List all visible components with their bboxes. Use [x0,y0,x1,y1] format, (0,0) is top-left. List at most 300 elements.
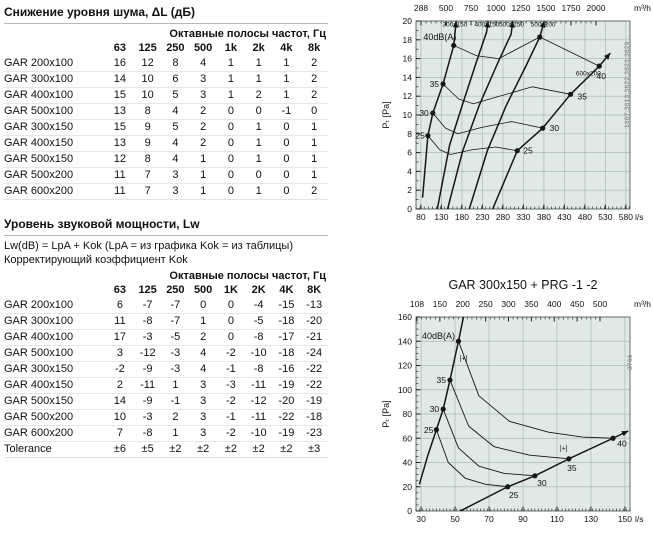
section-title: Снижение уровня шума, ΔL (дБ) [4,2,328,24]
x-top-tick-label: 500 [438,3,454,13]
cell: -3 [142,411,153,423]
column-header: 1k [224,42,237,54]
data-point [451,43,456,48]
point-label: 30 [549,123,560,134]
pressure-flow-noise-chart [380,0,653,252]
cell: -20 [306,315,323,327]
cell: 12 [113,153,126,165]
y-tick-label: 80 [402,409,412,419]
x-top-tick-label: 108 [409,299,425,309]
point-label: 25 [508,489,519,500]
data-point [568,92,573,97]
cell: -11 [251,411,267,423]
cell: 1 [200,169,207,181]
cell: 2 [200,105,207,117]
column-header: 250 [166,284,185,296]
cell: 1 [255,121,262,133]
cell: 0 [200,299,207,311]
column-header: 1K [223,284,238,296]
row-label: GAR 400x150 [4,137,74,149]
table-row [4,136,328,152]
cell: -2 [114,363,125,375]
cell: 7 [144,169,151,181]
cell: -12 [139,347,156,359]
row-label: GAR 500x200 [4,411,74,423]
cell: 0 [227,153,234,165]
y-tick-label: 8 [407,128,412,139]
cell: 15 [113,121,126,133]
y-tick-label: 40 [402,457,412,468]
y-tick-label: 12 [402,91,412,102]
cell: -19 [278,427,295,439]
cell: ±2 [252,443,265,455]
cell: 16 [113,57,126,69]
point-label: 40 [596,71,606,82]
cell: 1 [200,153,207,165]
cell: 2 [200,137,207,149]
table-header-row [4,41,328,56]
cell: 1 [255,73,262,85]
column-header: 2k [252,42,265,54]
column-header: 63 [113,42,126,54]
y-tick-label: 0 [407,204,412,214]
y-tick-label: 2 [407,185,412,196]
x-tick-label: 280 [495,212,511,222]
x-top-tick-label: 500 [592,299,608,309]
x-top-tick-label: 250 [478,299,493,309]
data-point [610,436,615,441]
cell: 9 [144,121,151,133]
cell: -9 [142,363,153,375]
row-label: GAR 200x100 [4,299,74,311]
cell: -8 [253,331,264,343]
cell: 4 [200,57,207,69]
row-label: GAR 600x200 [4,427,74,439]
cell: ±2 [224,443,237,455]
table-row [4,346,328,362]
cell: -11 [140,379,156,391]
x-top-axis-unit: m³/h [634,3,651,13]
cell: 2 [116,379,123,391]
cell: -23 [306,427,323,439]
column-header: 63 [113,284,126,296]
cell: 3 [200,73,207,85]
row-label: GAR 300x150 [4,363,74,375]
cell: -22 [278,411,295,423]
point-label: 25 [523,145,533,156]
cell: -17 [278,331,295,343]
data-point [441,407,446,412]
cell: 2 [172,411,179,423]
point-label: 35 [567,462,577,473]
x-top-tick-label: 288 [413,3,429,13]
cell: -13 [306,299,323,311]
y-tick-label: 16 [402,53,412,64]
cell: 7 [116,427,123,439]
row-label: GAR 500x100 [4,105,74,117]
x-top-tick-label: 2000 [586,3,606,13]
cell: 10 [141,73,154,85]
x-tick-label: 130 [583,514,599,524]
doc-code-note: 1607,3613,3622,3623,3629 [624,41,631,128]
row-label: Tolerance [4,443,52,455]
kok-correction-table [4,283,328,458]
x-top-tick-label: 150 [432,299,447,309]
table-row [4,72,328,88]
cell: ±2 [169,443,182,455]
x-top-tick-label: 750 [463,3,479,13]
noise-reduction-table [4,41,328,200]
annotation: 40dB(A) [421,330,455,341]
cell: 11 [114,315,126,327]
cell: 2 [311,185,318,197]
doc-code-note: 3766 [627,354,634,370]
cell: 4 [172,105,179,117]
x-top-tick-label: 1750 [561,3,581,13]
column-header: 4k [280,42,293,54]
cell: -8 [253,363,264,375]
cell: 17 [113,331,126,343]
cell: 0 [227,169,234,181]
cell: 0 [283,121,290,133]
cell: ±5 [141,443,154,455]
cell: -5 [253,315,264,327]
cell: 1 [283,57,290,69]
cell: ±2 [280,443,293,455]
cell: 10 [141,89,154,101]
cell: 4 [172,137,179,149]
cell: 2 [311,57,318,69]
cell: -1 [281,105,292,117]
cell: 1 [227,73,234,85]
x-tick-label: 430 [557,212,572,222]
x-tick-label: 80 [416,212,426,222]
data-point [537,34,542,39]
cell: -16 [278,363,295,375]
cell: 1 [255,153,262,165]
cell: 15 [113,89,126,101]
cell: -18 [278,315,295,327]
y-axis-label: Pₜ [Pa] [381,400,391,428]
point-label: 30 [537,477,547,488]
cell: -22 [306,379,323,391]
x-tick-label: 90 [518,514,528,524]
cell: 4 [200,363,207,375]
x-tick-label: 30 [416,514,426,524]
column-header: 8K [307,284,322,296]
cell: -11 [251,379,267,391]
x-tick-label: 110 [550,514,564,524]
cell: 3 [200,395,207,407]
cell: 2 [311,89,318,101]
cell: -9 [142,395,153,407]
x-top-tick-label: 1250 [511,3,531,13]
annotation: 400x150 [474,21,500,29]
column-header: 8k [308,42,321,54]
point-label: 35 [577,91,588,102]
table-row [4,362,328,378]
cell: -10 [250,347,267,359]
cell: -4 [253,299,264,311]
cell: 1 [200,185,207,197]
row-label: GAR 300x100 [4,315,74,327]
cell: -3 [170,363,181,375]
cell: -24 [306,347,323,359]
x-top-tick-label: 350 [524,299,539,309]
cell: -7 [142,299,153,311]
column-header: 500 [193,42,213,54]
chart-title: GAR 300x150 + PRG -1 -2 [448,278,598,292]
cell: 0 [311,105,318,117]
table-row [4,410,328,426]
column-header: 250 [166,42,185,54]
section-title: Уровень звуковой мощности, Lw [4,214,328,236]
x-tick-label: 150 [617,514,632,524]
lw-formula: Lw(dB) = LpA + Kok (LpA = из графика Kok = из таблицы) [4,240,293,252]
data-point [425,133,430,138]
cell: 8 [144,153,151,165]
cell: 4 [200,347,207,359]
cell: -1 [225,363,236,375]
cell: -15 [278,299,295,311]
cell: 6 [172,73,179,85]
y-tick-label: 10 [402,110,412,120]
cell: 1 [311,121,318,133]
data-point [430,111,435,116]
cell: 0 [283,153,290,165]
annotation: |+| [559,445,568,453]
column-header: 125 [138,284,157,296]
cell: -12 [250,395,267,407]
cell: 3 [116,347,123,359]
row-label: GAR 200x100 [4,57,74,69]
x-top-axis-unit: m³/h [634,299,651,309]
cell: 11 [114,169,126,181]
cell: 0 [227,185,234,197]
cell: 9 [144,137,151,149]
x-axis-unit: l/s [635,212,644,222]
cell: 3 [200,411,207,423]
y-tick-label: 60 [402,433,412,444]
cell: 2 [200,121,207,133]
y-tick-label: 20 [402,16,412,26]
data-point [456,339,461,344]
cell: -22 [306,363,323,375]
cell: 14 [113,73,126,85]
table-row [4,152,328,168]
cell: 2 [311,73,318,85]
cell: 1 [283,89,290,101]
column-header: 4K [279,284,294,296]
table-row [4,88,328,104]
cell: -7 [170,299,181,311]
cell: 2 [255,89,262,101]
table-row [4,168,328,184]
noise-reduction-section [4,2,328,200]
x-top-tick-label: 1000 [486,3,506,13]
cell: 3 [200,89,207,101]
row-label: GAR 500x150 [4,153,74,165]
cell: 0 [255,169,262,181]
table-row [4,184,328,200]
row-label: GAR 500x150 [4,395,74,407]
cell: 8 [144,105,151,117]
data-point [515,148,520,153]
cell: -18 [306,411,323,423]
annotation: 600x200 [575,70,601,78]
data-point [540,126,545,131]
row-label: GAR 400x100 [4,89,74,101]
x-tick-label: 180 [454,212,470,222]
cell: 10 [113,411,126,423]
x-top-tick-label: 450 [570,299,585,309]
column-header: 125 [138,42,157,54]
row-label: GAR 300x100 [4,73,74,85]
x-tick-label: 50 [450,514,460,524]
cell: -18 [278,347,295,359]
y-tick-label: 120 [397,360,412,371]
cell: -5 [170,331,181,343]
cell: -1 [170,395,181,407]
cell: 0 [283,137,290,149]
cell: 1 [172,379,179,391]
table-row [4,330,328,346]
cell: 11 [114,185,126,197]
cell: 1 [227,57,234,69]
table-row [4,314,328,330]
y-tick-label: 18 [402,34,412,45]
cell: 8 [172,57,179,69]
cell: 1 [311,153,318,165]
cell: -3 [142,331,153,343]
row-label: GAR 600x200 [4,185,74,197]
data-point [447,377,452,382]
cell: 0 [255,105,262,117]
x-tick-label: 380 [536,212,552,222]
cell: 13 [113,137,126,149]
cell: 2 [200,331,207,343]
cell: 1 [200,315,207,327]
x-top-tick-label: 1500 [536,3,556,13]
x-top-tick-label: 300 [501,299,516,309]
table-row [4,426,328,442]
data-point [505,484,510,489]
row-label: GAR 500x100 [4,347,74,359]
x-tick-label: 70 [484,514,494,524]
annotation: 500x150 [499,21,524,29]
cell: 0 [227,315,234,327]
row-label: GAR 400x150 [4,379,74,391]
table-row [4,298,328,314]
point-label: 40 [617,438,627,449]
y-tick-label: 0 [407,506,412,516]
point-label: 35 [436,375,446,386]
y-tick-label: 100 [397,384,412,395]
cell: 14 [113,395,126,407]
annotation: |+| [459,355,468,363]
cell: -7 [170,315,181,327]
data-point [440,81,445,86]
annotation: 500x200 [530,21,556,29]
cell: 1 [311,137,318,149]
x-top-tick-label: 200 [455,299,470,309]
annotation: 300x150 [442,21,468,29]
y-tick-label: 20 [402,481,412,492]
x-tick-label: 230 [475,212,490,222]
cell: 1 [311,169,318,181]
cell: -8 [142,427,153,439]
gar-prg-pressure-chart [380,274,653,537]
cell: 0 [227,137,234,149]
x-axis-unit: l/s [635,514,644,524]
y-tick-label: 6 [407,147,412,158]
cell: -2 [225,347,236,359]
table-row [4,104,328,120]
cell: ±6 [113,443,126,455]
cell: -2 [225,395,236,407]
cell: 6 [116,299,123,311]
octave-band-header: Октавные полосы частот, Гц [169,270,326,282]
point-label: 25 [415,130,425,141]
cell: 13 [113,105,126,117]
cell: -3 [225,379,236,391]
cell: -10 [250,427,267,439]
point-label: 25 [423,424,434,435]
octave-band-header: Октавные полосы частот, Гц [169,28,326,40]
point-label: 35 [429,78,440,89]
cell: 1 [283,73,290,85]
cell: 5 [172,121,179,133]
cell: -19 [306,395,323,407]
row-label: GAR 300x150 [4,121,74,133]
column-header: 2K [251,284,266,296]
kok-subtitle: Корректирующий коэффициент Kok [4,254,188,266]
cell: -2 [225,427,236,439]
x-tick-label: 480 [577,212,592,222]
x-tick-label: 580 [618,212,633,222]
data-point [597,64,602,69]
cell: 7 [144,185,151,197]
x-tick-label: 330 [516,212,531,222]
cell: 3 [200,379,207,391]
cell: 0 [283,169,290,181]
y-tick-label: 160 [397,312,412,322]
table-row [4,120,328,136]
sound-power-section [4,214,328,458]
point-label: 30 [419,108,429,119]
cell: 3 [172,185,179,197]
cell: 5 [172,89,179,101]
column-header: 500 [193,284,213,296]
cell: -8 [142,315,153,327]
y-tick-label: 14 [402,72,412,83]
table-row [4,442,328,458]
y-axis-label: Pₜ [Pa] [381,101,391,129]
cell: -20 [278,395,295,407]
y-tick-label: 140 [397,336,412,347]
cell: 0 [227,121,234,133]
cell: 0 [227,331,234,343]
cell: -21 [306,331,323,343]
cell: -19 [278,379,295,391]
cell: 1 [172,427,179,439]
x-tick-label: 130 [434,212,449,222]
x-tick-label: 530 [598,212,613,222]
cell: 1 [255,57,262,69]
table-header-row [4,283,328,298]
table-row [4,56,328,72]
row-label: GAR 500x200 [4,169,74,181]
